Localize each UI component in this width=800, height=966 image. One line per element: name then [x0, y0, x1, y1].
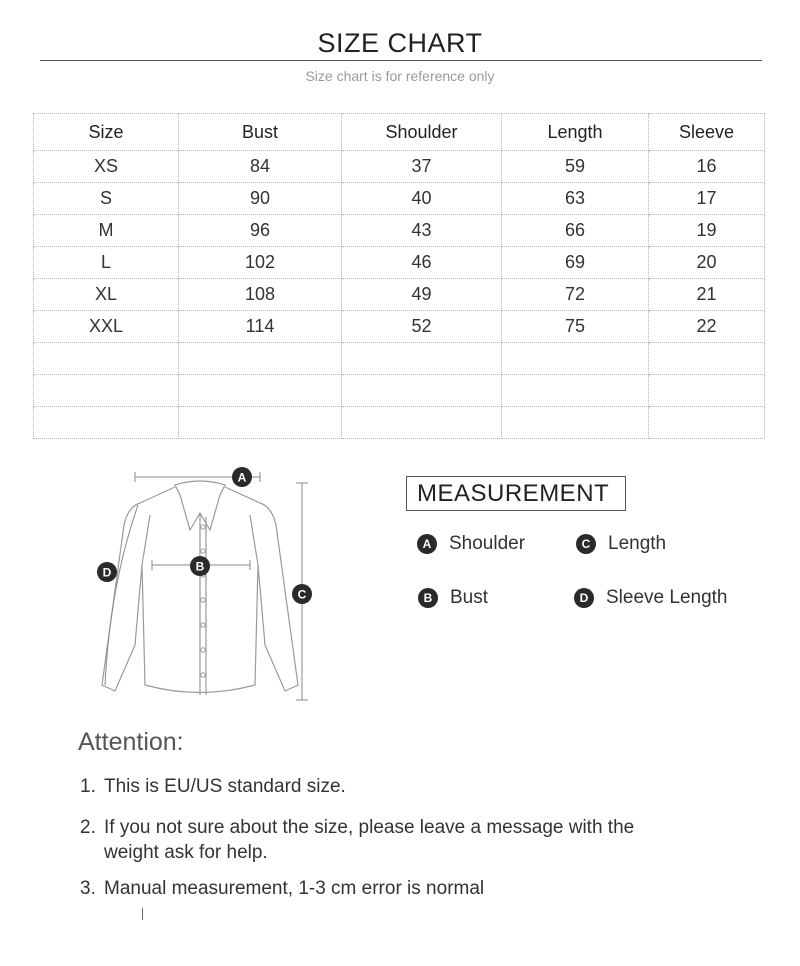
table-cell: 90	[179, 183, 342, 215]
legend-length	[576, 533, 666, 555]
table-cell	[649, 375, 765, 407]
table-cell: 43	[342, 215, 502, 247]
table-row	[34, 311, 765, 343]
table-cell: 114	[179, 311, 342, 343]
table-cell: 20	[649, 247, 765, 279]
table-cell: 40	[342, 183, 502, 215]
size-table	[33, 113, 765, 439]
table-cell	[649, 407, 765, 439]
table-cell: 16	[649, 151, 765, 183]
table-cell: XXL	[34, 311, 179, 343]
column-header: Sleeve	[649, 114, 765, 151]
table-cell: 63	[502, 183, 649, 215]
table-cell: 52	[342, 311, 502, 343]
marker-b	[190, 556, 210, 576]
table-header-row	[34, 114, 765, 151]
note-item	[80, 774, 346, 799]
table-cell	[502, 343, 649, 375]
note-text: If you not sure about the size, please leave a message with the	[104, 817, 635, 838]
column-header: Length	[502, 114, 649, 151]
shirt-diagram	[80, 455, 340, 715]
legend-label: Sleeve Length	[606, 587, 728, 608]
button-icons	[201, 525, 205, 677]
table-cell: S	[34, 183, 179, 215]
table-cell: 72	[502, 279, 649, 311]
table-cell	[342, 407, 502, 439]
table-row	[34, 279, 765, 311]
legend-label: Shoulder	[449, 533, 526, 554]
attention-heading: Attention:	[78, 728, 184, 756]
shirt-outline	[102, 481, 298, 695]
table-cell	[34, 407, 179, 439]
column-header: Bust	[179, 114, 342, 151]
svg-text:D: D	[102, 565, 112, 580]
cursor-mark	[142, 908, 143, 920]
marker-d	[97, 562, 117, 582]
legend-label: Length	[608, 533, 667, 554]
note-item	[80, 815, 634, 865]
measurement-title: MEASUREMENT	[406, 476, 626, 511]
table-row	[34, 343, 765, 375]
table-cell: 108	[179, 279, 342, 311]
marker-d-icon: D	[574, 588, 594, 608]
table-cell	[34, 343, 179, 375]
column-header: Shoulder	[342, 114, 502, 151]
marker-b-icon: B	[418, 588, 438, 608]
table-cell: 19	[649, 215, 765, 247]
table-cell	[179, 343, 342, 375]
table-cell	[179, 375, 342, 407]
note-text: Manual measurement, 1-3 cm error is normal	[104, 878, 485, 899]
title-divider	[40, 60, 762, 61]
table-row	[34, 407, 765, 439]
table-cell: 37	[342, 151, 502, 183]
table-row	[34, 183, 765, 215]
note-continuation: weight ask for help.	[104, 842, 268, 863]
column-header: Size	[34, 114, 179, 151]
marker-c-icon: C	[576, 534, 596, 554]
table-cell: 46	[342, 247, 502, 279]
note-number: 1.	[80, 776, 96, 797]
marker-a-icon: A	[417, 534, 437, 554]
table-row	[34, 215, 765, 247]
page-subtitle: Size chart is for reference only	[305, 68, 495, 84]
table-cell: 21	[649, 279, 765, 311]
note-item	[80, 876, 484, 901]
table-row	[34, 375, 765, 407]
table-cell: M	[34, 215, 179, 247]
svg-text:A: A	[237, 470, 247, 485]
note-number: 2.	[80, 817, 96, 838]
table-cell	[502, 407, 649, 439]
svg-text:C: C	[297, 587, 307, 602]
table-cell: 22	[649, 311, 765, 343]
table-cell	[342, 343, 502, 375]
marker-c	[292, 584, 312, 604]
legend-bust	[418, 587, 488, 609]
table-cell	[502, 375, 649, 407]
table-cell: 84	[179, 151, 342, 183]
table-cell: 102	[179, 247, 342, 279]
table-cell: 17	[649, 183, 765, 215]
table-cell: L	[34, 247, 179, 279]
table-row	[34, 247, 765, 279]
legend-sleeve-length	[574, 587, 728, 609]
table-row	[34, 151, 765, 183]
table-cell: 96	[179, 215, 342, 247]
marker-a	[232, 467, 252, 487]
svg-text:B: B	[195, 559, 205, 574]
table-cell: XL	[34, 279, 179, 311]
legend-label: Bust	[450, 587, 489, 608]
table-cell	[34, 375, 179, 407]
table-cell: 69	[502, 247, 649, 279]
table-cell: 75	[502, 311, 649, 343]
table-cell: 59	[502, 151, 649, 183]
legend-shoulder	[417, 533, 525, 555]
table-cell: 66	[502, 215, 649, 247]
table-cell	[179, 407, 342, 439]
table-cell	[649, 343, 765, 375]
note-number: 3.	[80, 878, 96, 899]
table-cell: XS	[34, 151, 179, 183]
note-text: This is EU/US standard size.	[104, 776, 346, 797]
page-title: SIZE CHART	[317, 28, 483, 58]
table-cell	[342, 375, 502, 407]
table-cell: 49	[342, 279, 502, 311]
